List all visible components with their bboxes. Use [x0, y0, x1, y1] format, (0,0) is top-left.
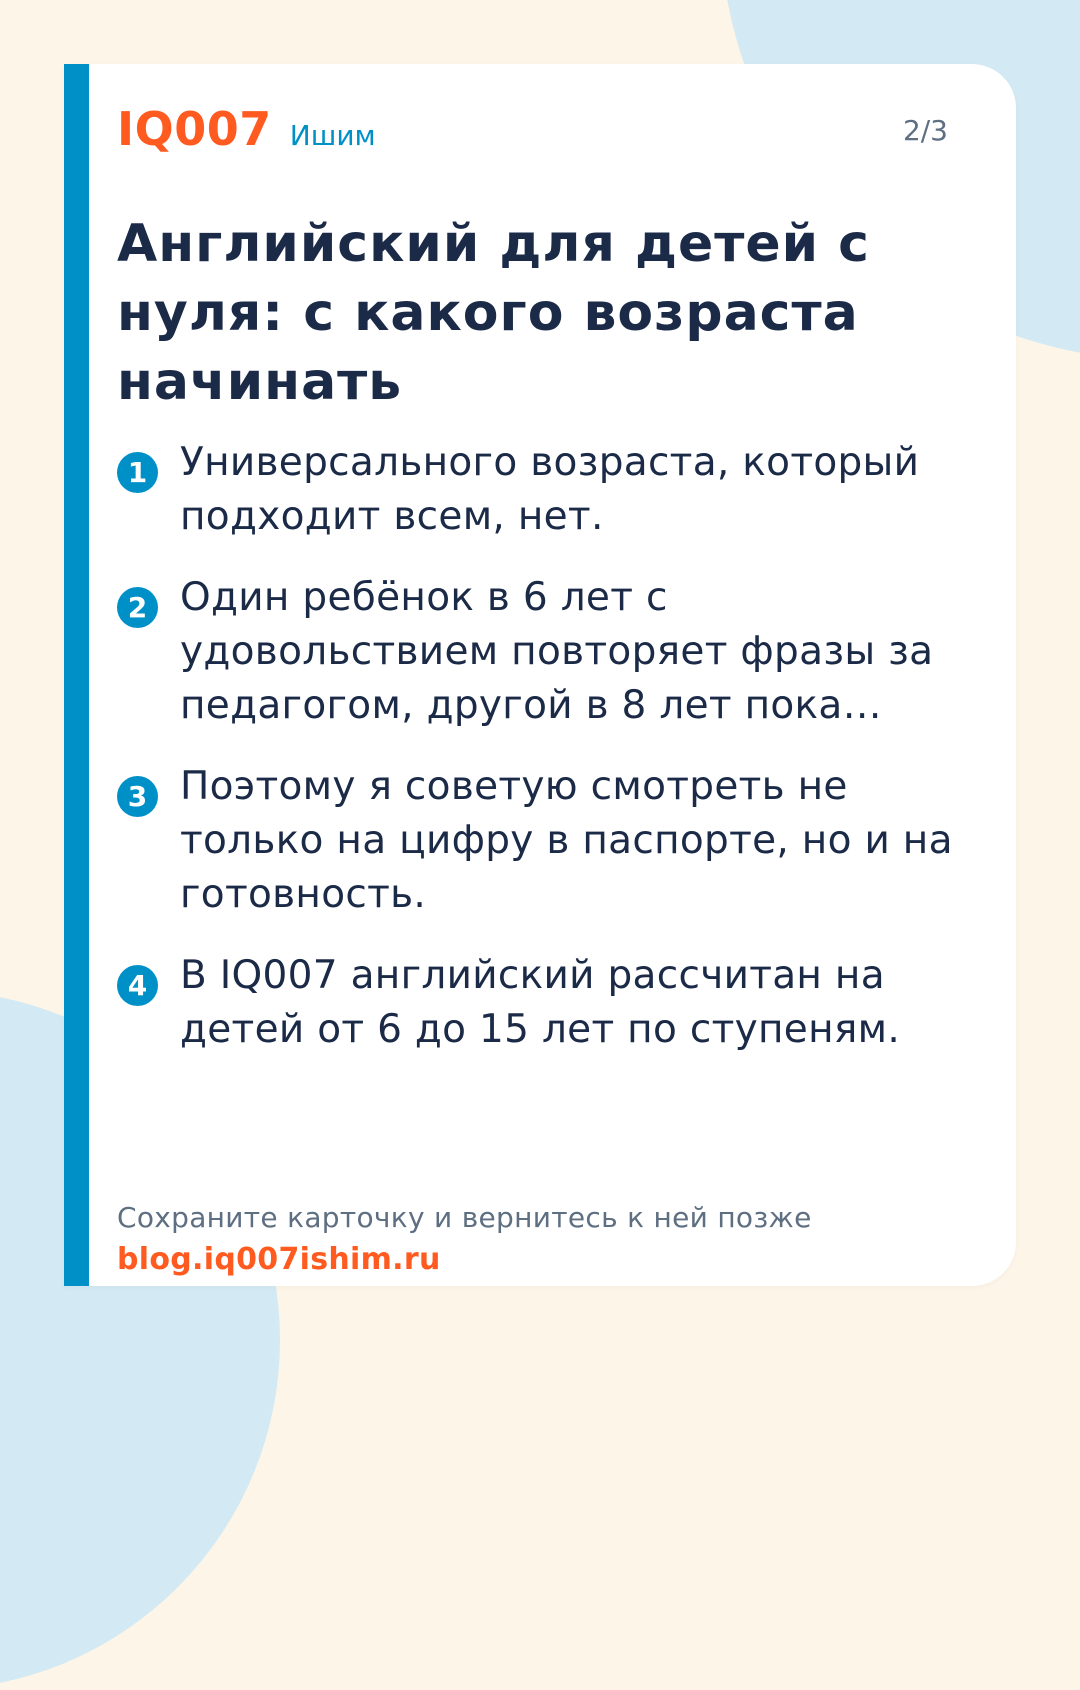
- brand: [117, 102, 376, 156]
- footer-note: Сохраните карточку и вернитесь к ней позже: [117, 1201, 812, 1234]
- page-counter: 2/3: [902, 114, 948, 147]
- list-item: [117, 436, 997, 544]
- number-badge: 3: [117, 776, 158, 817]
- content-card: [64, 64, 1016, 1286]
- list-item: [117, 571, 997, 733]
- card-accent-bar: [64, 64, 89, 1286]
- brand-city: Ишим: [289, 119, 376, 152]
- list-item-text: В IQ007 английский рассчитан на детей от 6 до 15 лет по ступеням.: [180, 953, 901, 1052]
- blog-link[interactable]: blog.iq007ishim.ru: [117, 1242, 441, 1277]
- list-item: [117, 760, 997, 922]
- list-item-text: Поэтому я советую смотреть не только на цифру в паспорте, но и на готовность.: [180, 764, 953, 917]
- list-item: [117, 949, 997, 1057]
- page-title: Английский для детей с нуля: с какого возраста начинать: [117, 214, 870, 412]
- list-item-text: Один ребёнок в 6 лет с удовольствием повторяет фразы за педагогом, другой в 8 лет пока…: [180, 575, 934, 728]
- points-list: [117, 436, 997, 1084]
- list-item-text: Универсального возраста, который подходит всем, нет.: [180, 440, 920, 539]
- brand-logo-text: IQ007: [117, 102, 272, 156]
- number-badge: 4: [117, 965, 158, 1006]
- number-badge: 1: [117, 452, 158, 493]
- number-badge: 2: [117, 587, 158, 628]
- footer: [117, 1198, 812, 1282]
